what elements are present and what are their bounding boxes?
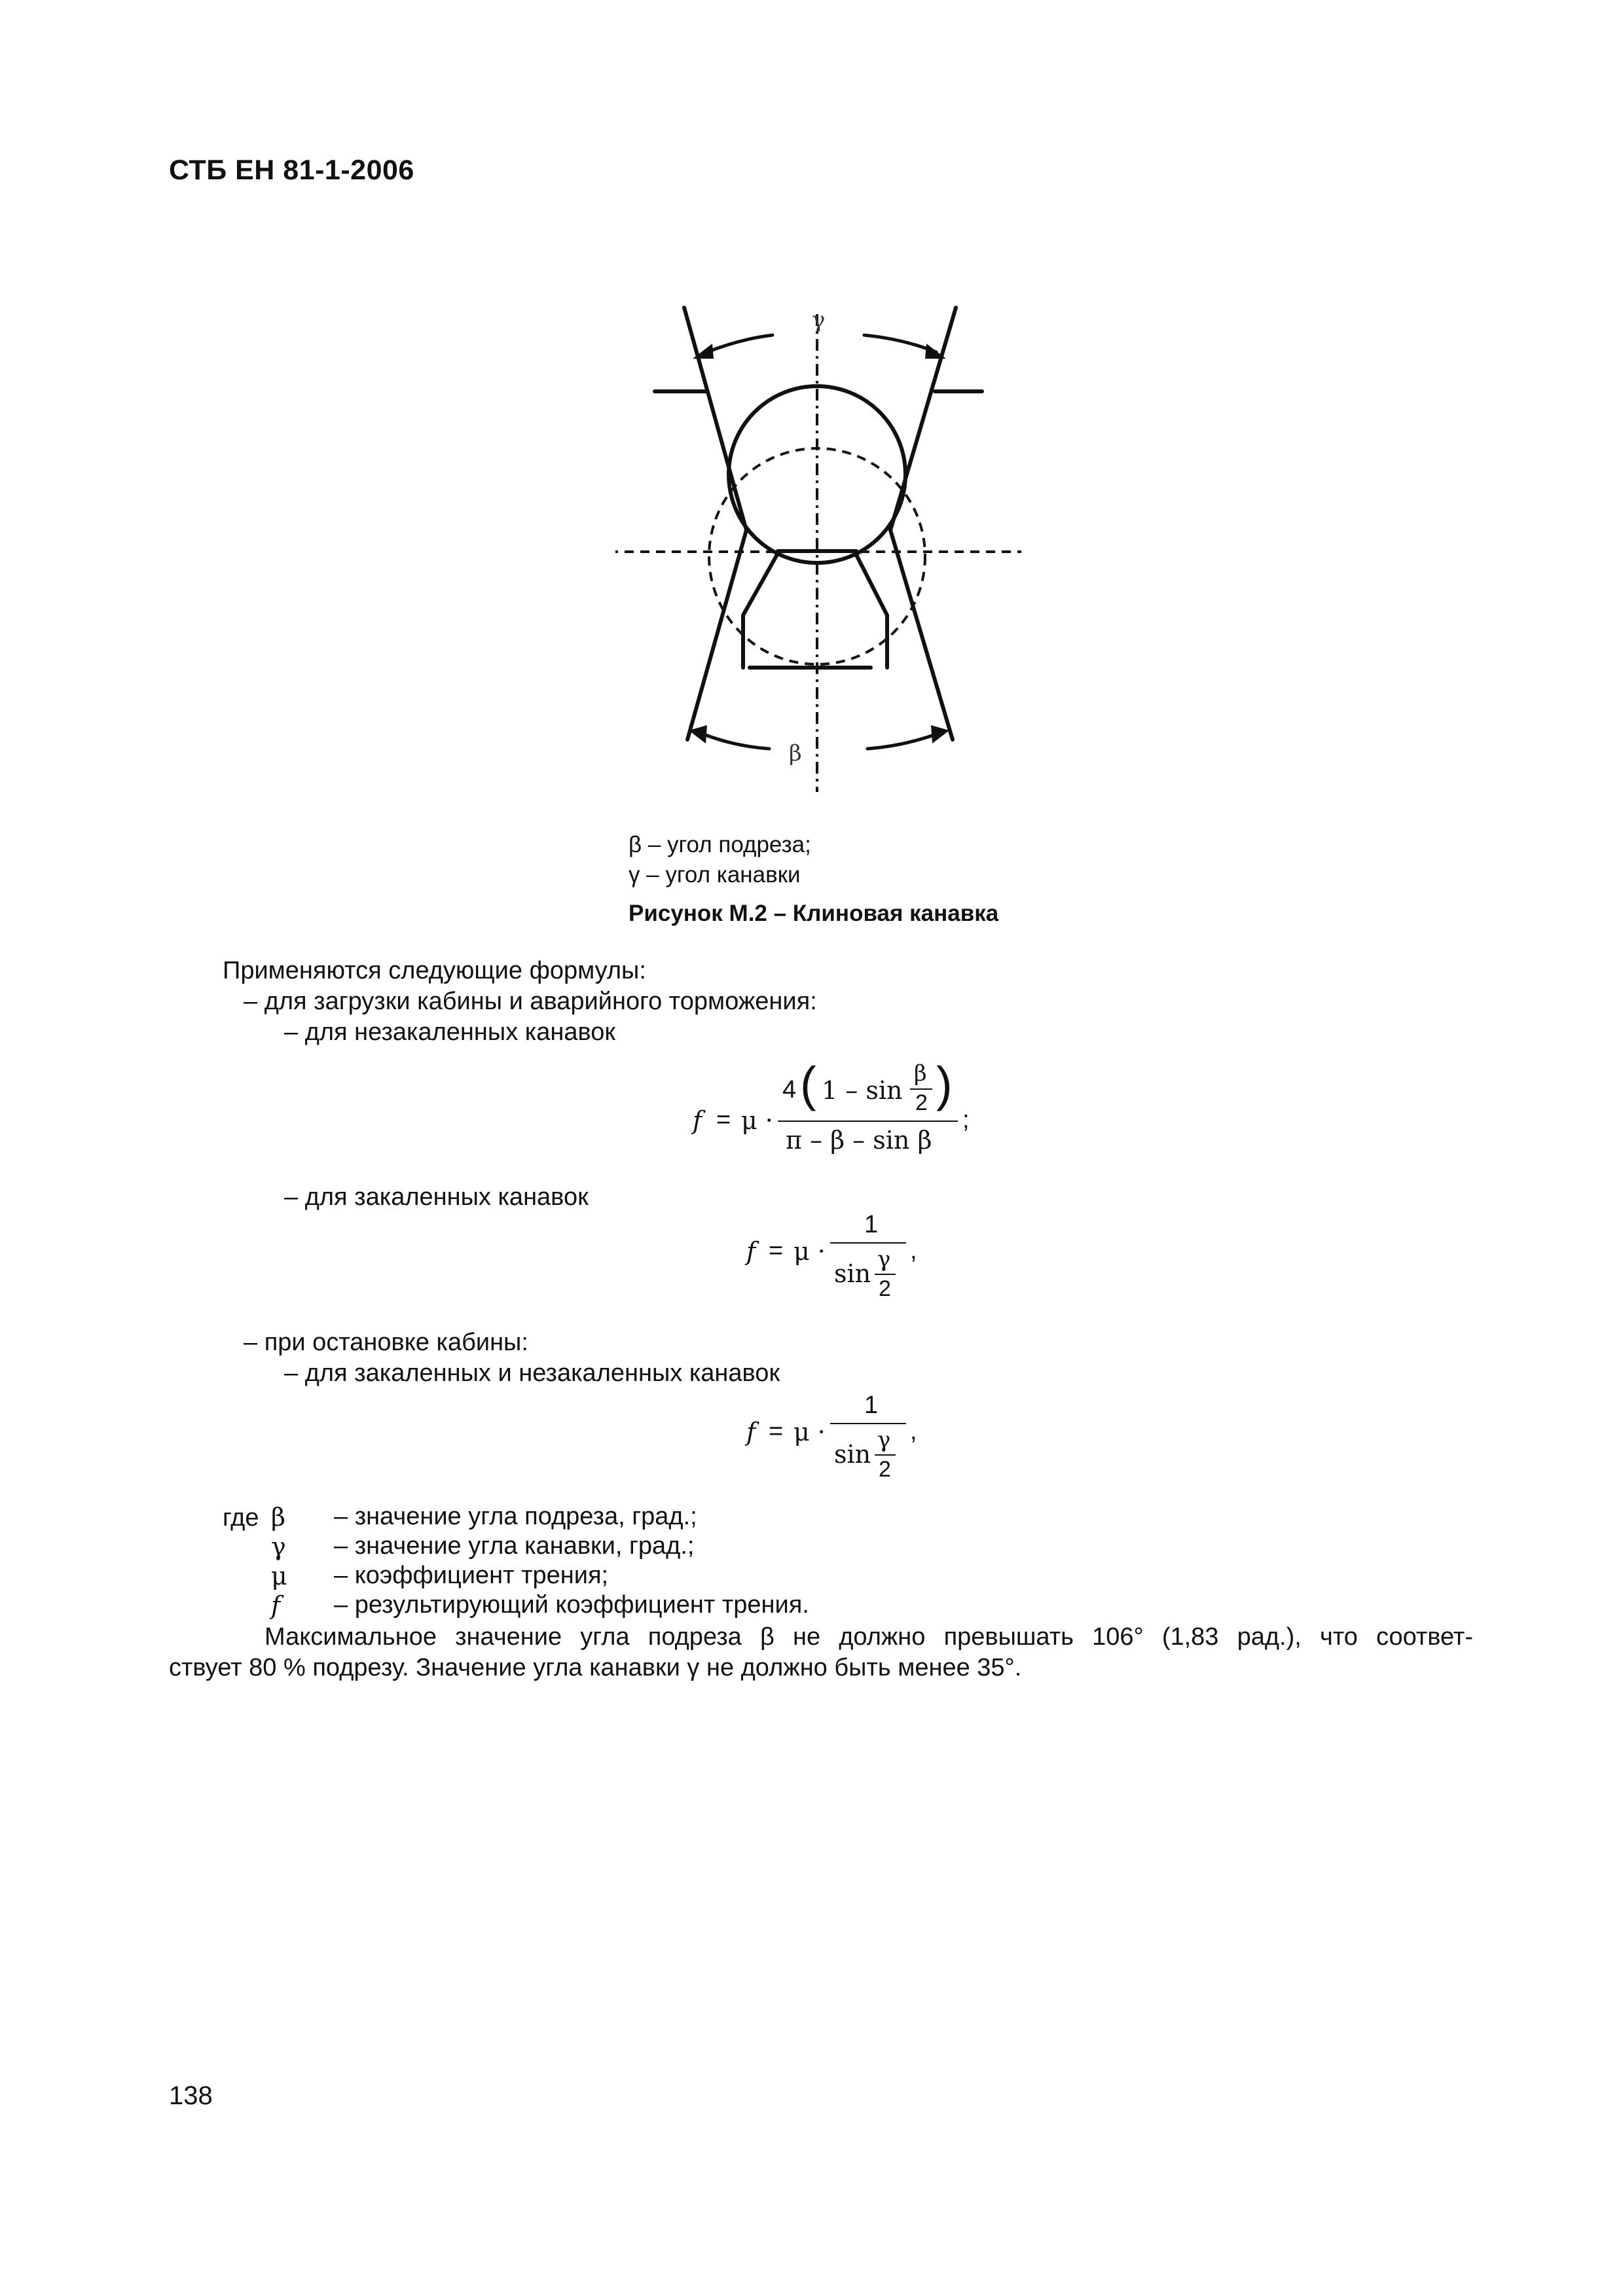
definition-text: – значение угла канавки, град.; (334, 1532, 695, 1560)
left-groove-wall-lower (687, 530, 746, 740)
where-label: где (223, 1504, 259, 1532)
formula1-inner-top: β (914, 1060, 927, 1086)
intro-text: Применяются следующие формулы: (223, 957, 646, 984)
closing-line-2: ствует 80 % подрезу. Значение угла канавки γ не должно быть менее 35°. (169, 1654, 1022, 1681)
formula1-coef: 4 (782, 1076, 797, 1103)
formula1-mu: μ · (741, 1106, 773, 1135)
document-code: СТБ ЕН 81-1-2006 (169, 154, 414, 186)
formula3-mu: μ · (793, 1418, 826, 1446)
formula2-sin: sin (834, 1259, 871, 1288)
case1-heading: – для загрузки кабины и аварийного торможения: (244, 988, 817, 1015)
formula1-rparen: ) (936, 1057, 953, 1111)
definition-row (271, 1503, 809, 1532)
v-groove-figure (615, 288, 1021, 798)
formula2-num: 1 (864, 1211, 879, 1238)
case1b-heading: – для закаленных канавок (284, 1183, 589, 1211)
formula1-inner: 1 – sin (822, 1076, 903, 1105)
definition-symbol: γ (271, 1532, 286, 1561)
gamma-label: γ (812, 307, 826, 333)
formula3-num: 1 (864, 1391, 879, 1419)
formula1-inner-bot: 2 (915, 1090, 928, 1115)
definition-symbol: β (271, 1503, 285, 1532)
formula2-den-bot: 2 (879, 1276, 891, 1301)
formula2-lhs: f (746, 1237, 756, 1266)
definition-symbol: μ (271, 1562, 287, 1590)
formula2-end: , (910, 1237, 917, 1265)
definition-text: – значение угла подреза, град.; (334, 1503, 697, 1530)
formula-unhardened (687, 1057, 976, 1165)
beta-label: β (789, 740, 802, 766)
figure-legend-gamma: γ – угол канавки (629, 862, 801, 888)
formula1-denominator: π – β – sin β (786, 1126, 932, 1155)
formula1-lhs: f (693, 1106, 702, 1135)
definition-row (271, 1591, 809, 1621)
definitions-table (271, 1503, 809, 1621)
closing-line-1: Максимальное значение угла подреза β не должно превышать 106° (1,83 рад.), что соответ- (264, 1623, 1473, 1651)
formula3-den-top: γ (877, 1427, 891, 1453)
definition-text: – результирующий коэффициент трения. (334, 1591, 809, 1619)
formula2-den-top: γ (877, 1246, 891, 1272)
right-groove-wall-lower (890, 530, 953, 740)
formula1-eq: = (716, 1106, 731, 1134)
definition-text: – коэффициент трения; (334, 1562, 609, 1589)
definition-row (271, 1562, 809, 1591)
formula2-eq: = (769, 1237, 784, 1265)
formula-hardened (746, 1211, 930, 1316)
figure-caption: Рисунок М.2 – Клиновая канавка (629, 901, 999, 926)
definition-symbol: f (271, 1591, 281, 1620)
formula3-end: , (910, 1418, 917, 1445)
figure-legend-beta: β – угол подреза; (629, 832, 811, 857)
formula3-sin: sin (834, 1440, 871, 1469)
definition-row (271, 1532, 809, 1562)
formula1-end: ; (962, 1106, 970, 1134)
page-number: 138 (169, 2081, 213, 2110)
case2-heading: – при остановке кабины: (244, 1329, 528, 1356)
formula2-mu: μ · (793, 1237, 826, 1266)
case1a-heading: – для незакаленных канавок (284, 1018, 615, 1046)
formula1-lparen: ( (800, 1057, 816, 1111)
case2a-heading: – для закаленных и незакаленных канавок (284, 1359, 780, 1387)
formula-stopping (746, 1391, 930, 1496)
formula3-den-bot: 2 (879, 1457, 891, 1482)
formula3-eq: = (769, 1418, 784, 1445)
formula3-lhs: f (746, 1418, 756, 1446)
